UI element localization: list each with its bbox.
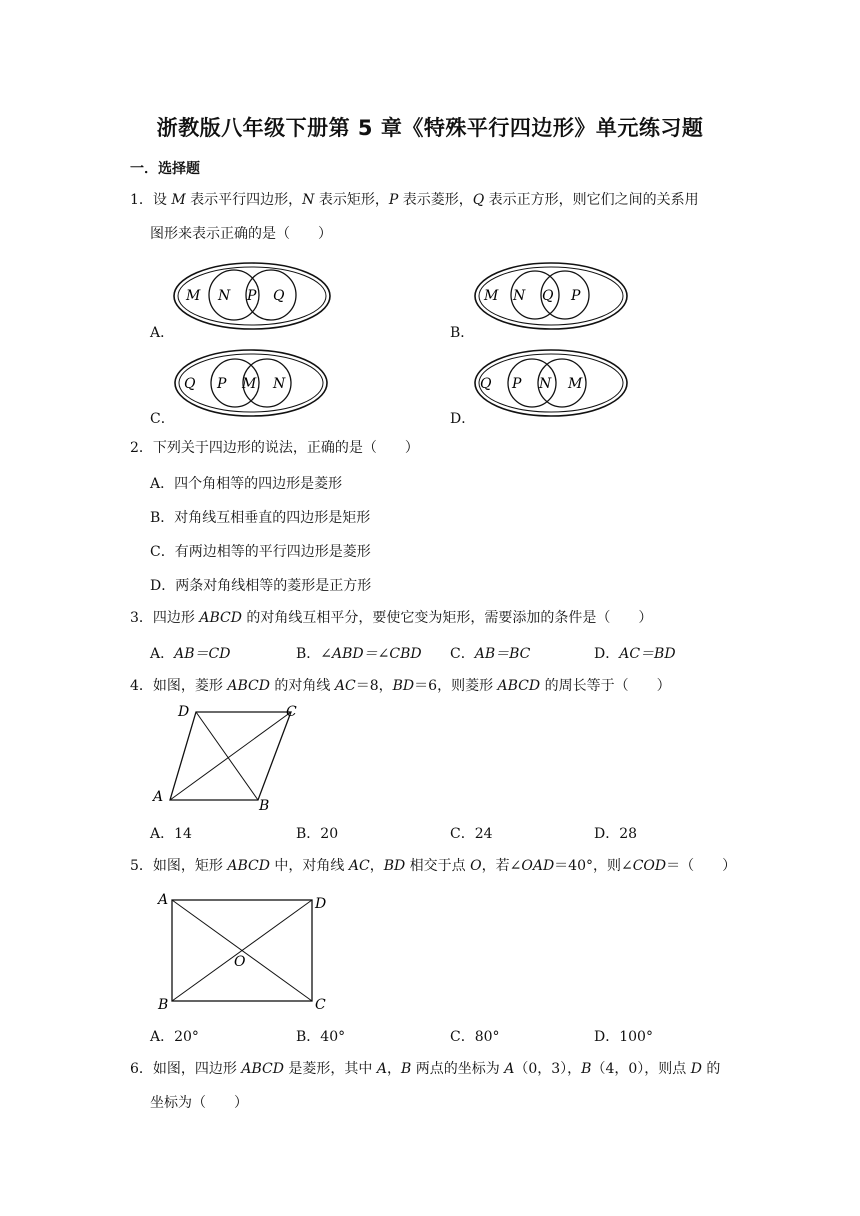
option-4d: D．28 (594, 826, 638, 842)
section-heading: 一．选择题 (130, 161, 200, 177)
venn-diagram-c (172, 346, 334, 422)
rhombus-label-a: A (153, 789, 164, 805)
question-5-stem: 5．如图，矩形 ABCD 中，对角线 AC，BD 相交于点 O，若∠OAD＝40°，则∠COD＝（ ） (130, 858, 737, 874)
option-4b: B．20 (296, 826, 339, 842)
option-1c: C． (150, 411, 175, 427)
venn-a-outer-label: M (186, 288, 201, 304)
question-2-stem: 2．下列关于四边形的说法，正确的是（ ） (130, 440, 419, 456)
venn-d-left-label: P (512, 376, 522, 392)
venn-b-outer-label: M (484, 288, 499, 304)
rhombus-label-b: B (259, 798, 270, 812)
venn-d-outer-label: Q (480, 376, 492, 392)
question-4-stem: 4．如图，菱形 ABCD 的对角线 AC＝8，BD＝6，则菱形 ABCD 的周长等于（ ） (130, 678, 671, 694)
rectangle-label-b: B (158, 997, 169, 1012)
venn-a-left-label: N (218, 288, 231, 304)
rectangle-figure (152, 886, 332, 1012)
rhombus-figure (148, 700, 308, 812)
venn-c-mid-label: M (242, 376, 257, 392)
option-5d: D．100° (594, 1029, 653, 1045)
venn-b-right-label: P (571, 288, 581, 304)
option-3b: B．∠ABD＝∠CBD (296, 646, 422, 662)
rectangle-label-o: O (234, 954, 246, 970)
venn-d-right-label: M (568, 376, 583, 392)
venn-c-right-label: N (273, 376, 286, 392)
option-3c: C．AB＝BC (450, 646, 531, 662)
venn-b-left-label: N (513, 288, 526, 304)
rectangle-label-d: D (315, 896, 327, 912)
venn-a-mid-label: P (247, 288, 257, 304)
venn-diagram-a (170, 260, 340, 336)
option-3d: D．AC＝BD (594, 646, 676, 662)
question-6-line1: 6．如图，四边形 ABCD 是菱形，其中 A，B 两点的坐标为 A（0，3），B（4，0），则点 D 的 (130, 1061, 721, 1077)
venn-diagram-d (472, 346, 634, 422)
option-4c: C．24 (450, 826, 493, 842)
option-2b: B．对角线互相垂直的四边形是矩形 (150, 510, 371, 526)
option-1b: B． (450, 325, 475, 341)
venn-c-outer-label: Q (184, 376, 196, 392)
option-5b: B．40° (296, 1029, 346, 1045)
option-2c: C．有两边相等的平行四边形是菱形 (150, 544, 371, 560)
option-5a: A．20° (150, 1029, 199, 1045)
venn-diagram-b (472, 260, 634, 336)
rectangle-label-c: C (315, 997, 326, 1012)
venn-c-left-label: P (217, 376, 227, 392)
question-6-line2: 坐标为（ ） (150, 1095, 248, 1111)
venn-d-mid-label: N (539, 376, 552, 392)
question-1-line1: 1．设 M 表示平行四边形，N 表示矩形，P 表示菱形，Q 表示正方形，则它们之间的关系用 (130, 192, 699, 208)
venn-a-right-label: Q (273, 288, 285, 304)
rectangle-label-a: A (158, 892, 169, 908)
rhombus-label-c: C (286, 704, 297, 720)
option-2d: D．两条对角线相等的菱形是正方形 (150, 578, 372, 594)
option-2a: A．四个角相等的四边形是菱形 (150, 476, 343, 492)
option-1d: D． (450, 411, 476, 427)
question-3-stem: 3．四边形 ABCD 的对角线互相平分，要使它变为矩形，需要添加的条件是（ ） (130, 610, 653, 626)
venn-b-mid-label: Q (542, 288, 554, 304)
rhombus-label-d: D (178, 704, 190, 720)
page-title: 浙教版八年级下册第 5 章《特殊平行四边形》单元练习题 (156, 116, 704, 140)
question-1-line2: 图形来表示正确的是（ ） (150, 226, 332, 242)
option-5c: C．80° (450, 1029, 500, 1045)
option-1a: A． (150, 325, 175, 341)
option-3a: A．AB＝CD (150, 646, 231, 662)
option-4a: A．14 (150, 826, 192, 842)
